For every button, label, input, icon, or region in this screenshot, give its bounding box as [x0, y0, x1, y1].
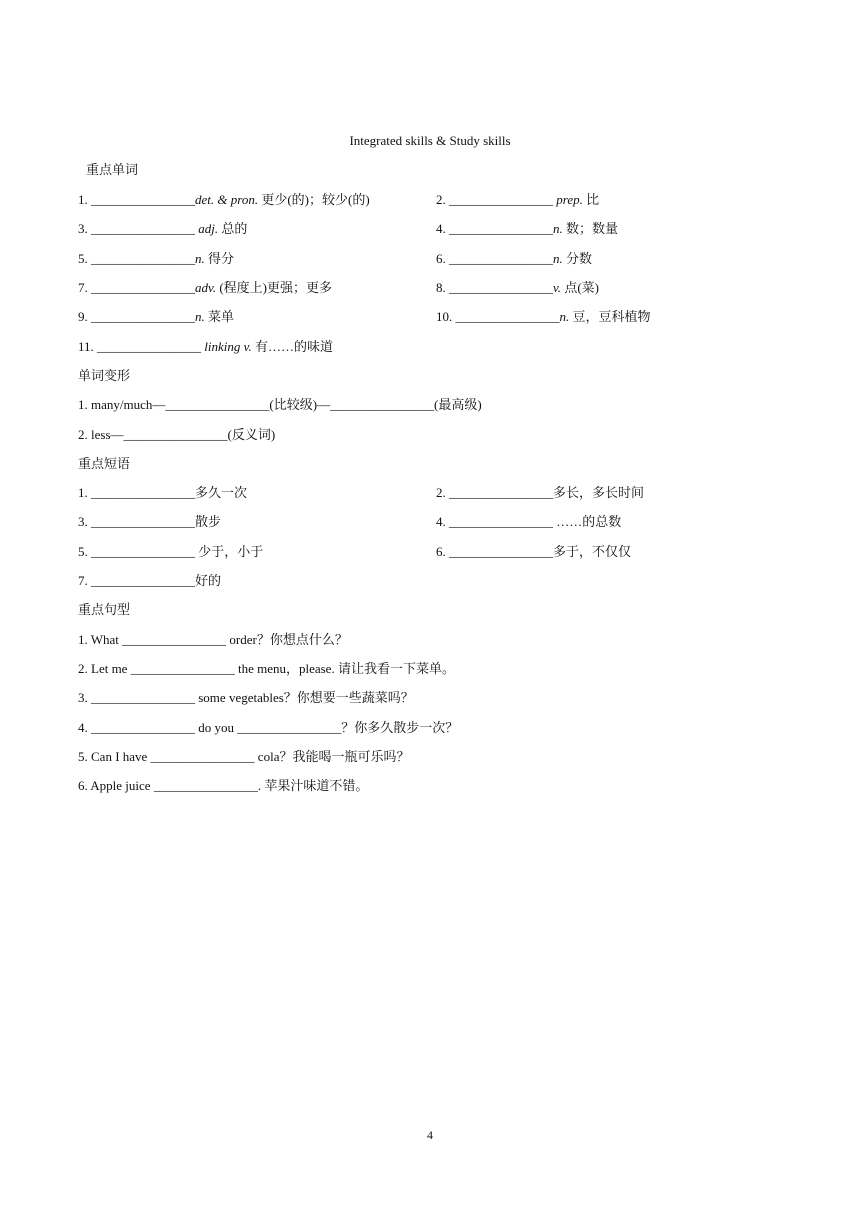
section-heading-key-sentences: 重点句型 — [78, 602, 131, 617]
word-form-item-1: 1. many/much—________________(比较级)—________________(最高级) — [78, 397, 482, 412]
sentence-item-5: 5. Can I have ________________ cola？我能喝一瓶可乐吗？ — [78, 749, 410, 764]
key-word-item-8: 8. ________________v. 点(菜) — [436, 280, 599, 295]
sentence-item-6: 6. Apple juice ________________. 苹果汁味道不错。 — [78, 778, 369, 793]
section-heading-key-phrases: 重点短语 — [78, 456, 131, 471]
section-heading-key-words: 重点单词 — [86, 162, 139, 177]
sentence-item-3: 3. ________________ some vegetables？你想要一些蔬菜吗？ — [78, 690, 414, 705]
phrase-item-2: 2. ________________多长，多长时间 — [436, 485, 645, 500]
section-heading-word-forms: 单词变形 — [78, 368, 131, 383]
key-word-item-2: 2. ________________ prep. 比 — [436, 192, 600, 207]
word-form-item-2: 2. less—________________(反义词) — [78, 427, 276, 442]
key-word-item-11: 11. ________________ linking v. 有……的味道 — [78, 339, 333, 354]
key-word-item-3: 3. ________________ adj. 总的 — [78, 221, 248, 236]
phrase-item-6: 6. ________________多于，不仅仅 — [436, 544, 632, 559]
key-word-item-1: 1. ________________det. & pron. 更少(的)；较少(的) — [78, 192, 370, 207]
key-word-item-7: 7. ________________adv. (程度上)更强；更多 — [78, 280, 332, 295]
sentence-item-1: 1. What ________________ order？你想点什么？ — [78, 632, 348, 647]
key-word-item-5: 5. ________________n. 得分 — [78, 251, 235, 266]
phrase-item-1: 1. ________________多久一次 — [78, 485, 248, 500]
page-title: Integrated skills & Study skills — [349, 133, 511, 148]
phrase-item-4: 4. ________________ ……的总数 — [436, 514, 622, 529]
key-word-item-6: 6. ________________n. 分数 — [436, 251, 593, 266]
key-word-item-9: 9. ________________n. 菜单 — [78, 309, 235, 324]
key-word-item-10: 10. ________________n. 豆，豆科植物 — [436, 309, 651, 324]
sentence-item-4: 4. ________________ do you ________________？你多久散步一次？ — [78, 720, 459, 735]
key-word-item-4: 4. ________________n. 数；数量 — [436, 221, 619, 236]
page-number: 4 — [427, 1128, 433, 1142]
sentence-item-2: 2. Let me ________________ the menu，please. 请让我看一下菜单。 — [78, 661, 455, 676]
phrase-item-5: 5. ________________ 少于，小于 — [78, 544, 264, 559]
phrase-item-7: 7. ________________好的 — [78, 573, 222, 588]
phrase-item-3: 3. ________________散步 — [78, 514, 222, 529]
